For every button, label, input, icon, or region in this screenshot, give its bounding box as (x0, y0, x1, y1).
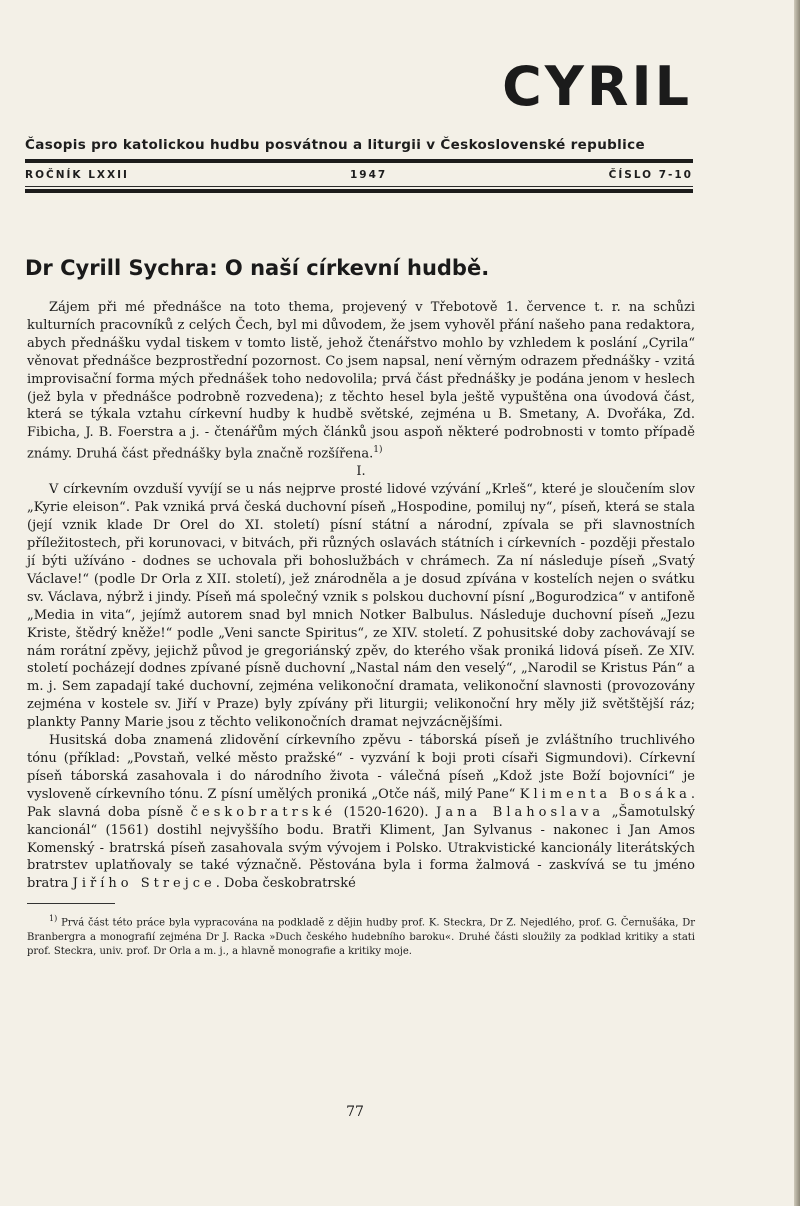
footnote: $^{1)}$ Prvá část této práce byla vypracována na podkladě z dějin hudby prof. K. Steckra, Dr Z. Nejedlého, prof. G. Černušáka, Dr Branbergra a monografií zejména Dr J. Racka »Duch českého hudebního baroku«. Druhé části sloužily za podklad kritiky a stati prof. Steckra, univ. prof. Dr Orla a m. j., a hlavně monografie a kritiky moje. (27, 914, 696, 957)
masthead-rule-bottom (25, 189, 693, 193)
section-heading: I. (356, 464, 366, 480)
article-title: Dr Cyrill Sychra: O naší církevní hudbě. (25, 256, 490, 280)
masthead-rule-top (25, 159, 693, 163)
page-number: 77 (346, 1104, 364, 1120)
year-label: 1947 (350, 169, 388, 181)
paragraph-1: V církevním ovzduší vyvíjí se u nás nejprve prosté lidové vzývání „Krleš“, které je sloučením slov „Kyrie eleison“. Pak vzniká prvá česká duchovní píseň „Hospodine, pomiluj ny“, píseň, která se stala (její vznik klade Dr Orel do XI. století) písní státní a národní, zpívala se při slavnostních příležitostech, při korunovaci, v bitvách, při různých oslavách státních i církevních - později přestalo jí býti užíváno - dodnes se uchovala při bohoslužbách v chrámech. Za ní následuje píseň „Svatý Václave!“ (podle Dr Orla z XII. století), jež znárodněla a je dosud zpívána v kostelích nejen o svátku sv. Václava, nýbrž i jindy. Píseň má společný vznik s polskou duchovní písní „Bogurodzica“ v antifoně „Media in vita“, jejímž autorem snad byl mnich Notker Balbulus. Následuje duchovní píseň „Jezu Kriste, štědrý kněže!“ podle „Veni sancte Spiritus“, ze XIV. století. Z pohusitské doby zachovávají se nám rorátní zpěvy, jejichž původ je gregoriánský zpěv, do kterého však proniká lidová píseň. Ze XIV. století pocházejí dodnes zpívané písně duchovní „Nastal nám den veselý“, „Narodil se Kristus Pán“ a m. j. Sem zapadají také duchovní, zejména velikonoční dramata, velikonoční slavnosti (provozovány zejména v kostele sv. Jiří v Praze) byly zpívány při liturgii; velikonoční hry měly již světštější ráz; plankty Panny Marie jsou z těchto velikonočních dramat nejvzácnějšími. (27, 482, 695, 731)
spaced-name: Jiřího Strejce (72, 876, 216, 892)
issue-label: ČÍSLO 7-10 (608, 169, 693, 181)
page-edge (794, 0, 800, 1206)
spaced-name: českobratrské (190, 804, 337, 820)
spaced-name: Jana Blahoslava (436, 804, 605, 820)
journal-subtitle: Časopis pro katolickou hudbu posvátnou a liturgii v Československé republice (25, 137, 645, 153)
volume-label: ROČNÍK LXXII (25, 169, 129, 181)
intro-paragraph: Zájem při mé přednášce na toto thema, projevený v Třebotově 1. července t. r. na schůzi kulturních pracovníků z celých Čech, byl mi důvodem, že jsem vyhověl přání našeho pana redaktora, abych přednášku vydal tiskem v tomto listě, jehož čtenářstvo mohlo by vzhledem k poslání „Cyrila“ věnovat přednášce bezprostřední pozornost. Co jsem napsal, není věrným odrazem přednášky - vzitá improvisační forma mých přednášek toho nedovolila; prvá část přednášky je podána jenom v heslech (jež byla v přednášce podrobně rozvedena); z těchto hesel byla ještě vypuštěna ona úvodová část, která se týkala vztahu církevní hudby k hudbě světské, zejména u B. Smetany, A. Dvořáka, Zd. Fibicha, J. B. Foerstra a j. - čtenářům mých článků jsou aspoň některé podrobnosti v tomto případě známy. Druhá část přednášky byla značně rozšířena.$^{1)}$ (27, 300, 695, 462)
journal-title: CYRIL (502, 55, 692, 118)
spaced-name: Klimenta Bosáka (519, 786, 691, 802)
footnote-ref: 1) (373, 445, 383, 456)
paragraph-2: Husitská doba znamená zlidovění církevního zpěvu - táborská píseň je zvláštního truchlivého tónu (příklad: „Povstaň, velké město pražské“ - vyzvání k boji proti císaři Sigmundovi). Církevní píseň táborská zasahovala i do národního života - válečná píseň „Kdož jste Boží bojovníci“ je vysloveně církevního tónu. Z písní umělých proniká „Otče náš, milý Pane“ Klimenta Bosáka. Pak slavná doba písně českobratrské (1520-1620). Jana Blahoslava „Šamotulský kancionál“ (1561) dostihl nejvyššího bodu. Bratři Kliment, Jan Sylvanus - nakonec i Jan Amos Komenský - bratrská píseň zasahovala svým vývojem i Polsko. Utrakvistické kancionály literátských bratrstev uplatňovaly se také význačně. Pěstována byla i forma žalmová - zaskvívá se tu jméno bratra Jiřího Strejce. Doba českobratrské (27, 733, 695, 892)
masthead-rule-mid (25, 186, 693, 187)
article-body (27, 299, 695, 959)
footnote-divider (27, 903, 115, 904)
